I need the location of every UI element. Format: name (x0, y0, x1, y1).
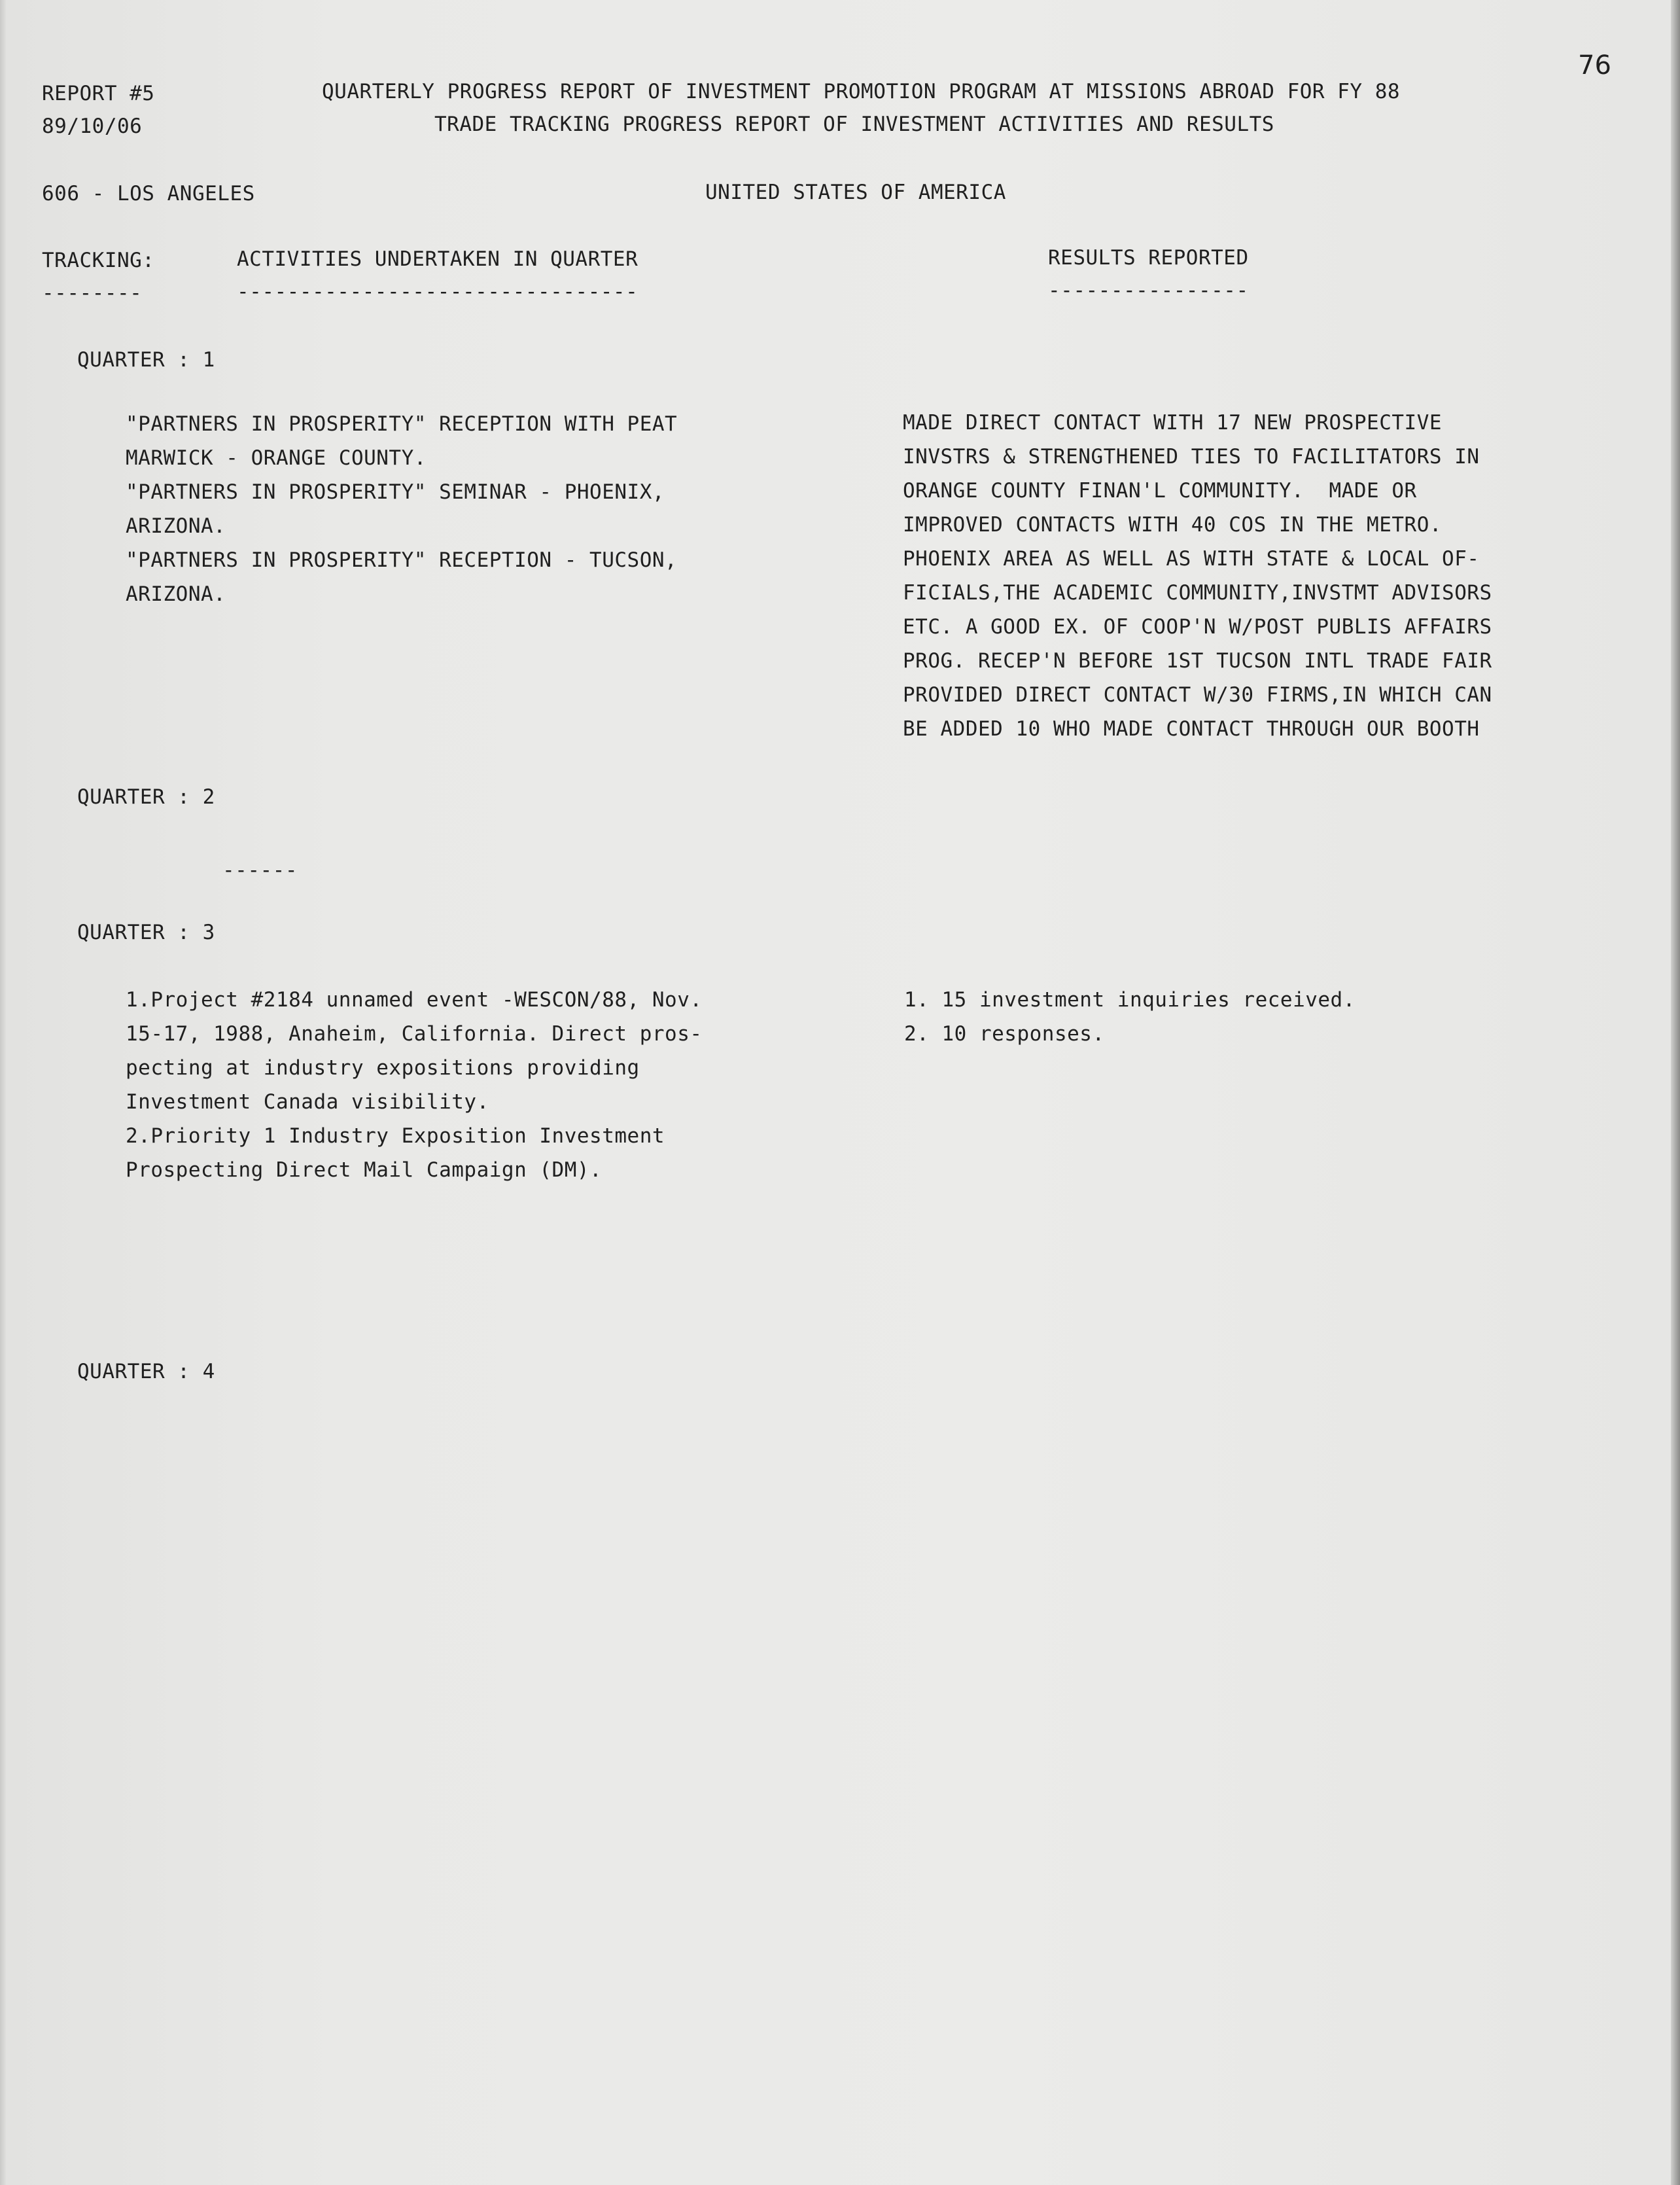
result-line: BE ADDED 10 WHO MADE CONTACT THROUGH OUR BOOTH (903, 717, 1480, 741)
activity-line: Prospecting Direct Mail Campaign (DM). (126, 1158, 603, 1182)
tracking-heading-rule: -------- (42, 281, 143, 305)
page-right-edge (1671, 0, 1680, 2185)
result-line: IMPROVED CONTACTS WITH 40 COS IN THE METRO. (903, 513, 1443, 537)
result-line: 1. 15 investment inquiries received. (904, 988, 1356, 1012)
activity-line: "PARTNERS IN PROSPERITY" SEMINAR - PHOENIX, (126, 480, 665, 504)
activity-line: 1.Project #2184 unnamed event -WESCON/88, Nov. (126, 988, 703, 1012)
report-title-line-2: TRADE TRACKING PROGRESS REPORT OF INVESTMENT ACTIVITIES AND RESULTS (434, 113, 1274, 136)
page-left-edge (0, 0, 7, 2185)
country-name: UNITED STATES OF AMERICA (705, 181, 1006, 204)
result-line: ORANGE COUNTY FINAN'L COMMUNITY. MADE OR (903, 479, 1417, 503)
activity-line: ARIZONA. (126, 582, 226, 606)
quarter-3-label: QUARTER : 3 (77, 921, 215, 944)
activity-line: pecting at industry expositions providing (126, 1056, 640, 1080)
mission-name: 606 - LOS ANGELES (42, 182, 255, 205)
activity-line: 15-17, 1988, Anaheim, California. Direct pros- (126, 1022, 703, 1046)
activity-line: ARIZONA. (126, 514, 226, 538)
quarter-1-results (903, 406, 1492, 746)
report-number: REPORT #5 (42, 82, 155, 105)
result-line: ETC. A GOOD EX. OF COOP'N W/POST PUBLIS AFFAIRS (903, 615, 1492, 639)
activity-line: Investment Canada visibility. (126, 1090, 489, 1114)
activity-line: "PARTNERS IN PROSPERITY" RECEPTION - TUCSON, (126, 548, 678, 572)
results-heading: RESULTS REPORTED (1048, 246, 1249, 270)
quarter-3-activities (126, 983, 703, 1187)
activity-line: "PARTNERS IN PROSPERITY" RECEPTION WITH PEAT (126, 412, 678, 436)
activity-line: 2.Priority 1 Industry Exposition Investment (126, 1124, 665, 1148)
quarter-1-activities (126, 407, 677, 611)
quarter-4-label: QUARTER : 4 (77, 1360, 215, 1383)
result-line: PROVIDED DIRECT CONTACT W/30 FIRMS,IN WHICH CAN (903, 683, 1492, 707)
quarter-2-no-activity: ------ (222, 859, 298, 882)
activities-heading: ACTIVITIES UNDERTAKEN IN QUARTER (237, 247, 639, 271)
result-line: PHOENIX AREA AS WELL AS WITH STATE & LOCAL OF- (903, 547, 1480, 571)
tracking-heading: TRACKING: (42, 249, 155, 272)
report-date: 89/10/06 (42, 115, 143, 138)
result-line: MADE DIRECT CONTACT WITH 17 NEW PROSPECTIVE (903, 411, 1443, 435)
quarter-1-label: QUARTER : 1 (77, 348, 215, 372)
quarter-2-label: QUARTER : 2 (77, 785, 215, 809)
result-line: PROG. RECEP'N BEFORE 1ST TUCSON INTL TRADE FAIR (903, 649, 1492, 673)
results-heading-rule: ---------------- (1048, 279, 1249, 302)
page-number: 76 (1578, 50, 1611, 80)
activities-heading-rule: -------------------------------- (237, 280, 639, 304)
result-line: INVSTRS & STRENGTHENED TIES TO FACILITATORS IN (903, 445, 1480, 469)
result-line: FICIALS,THE ACADEMIC COMMUNITY,INVSTMT ADVISORS (903, 581, 1492, 605)
quarter-3-results (904, 983, 1356, 1051)
report-title-line-1: QUARTERLY PROGRESS REPORT OF INVESTMENT PROMOTION PROGRAM AT MISSIONS ABROAD FOR FY 88 (322, 80, 1401, 103)
activity-line: MARWICK - ORANGE COUNTY. (126, 446, 427, 470)
result-line: 2. 10 responses. (904, 1022, 1105, 1046)
